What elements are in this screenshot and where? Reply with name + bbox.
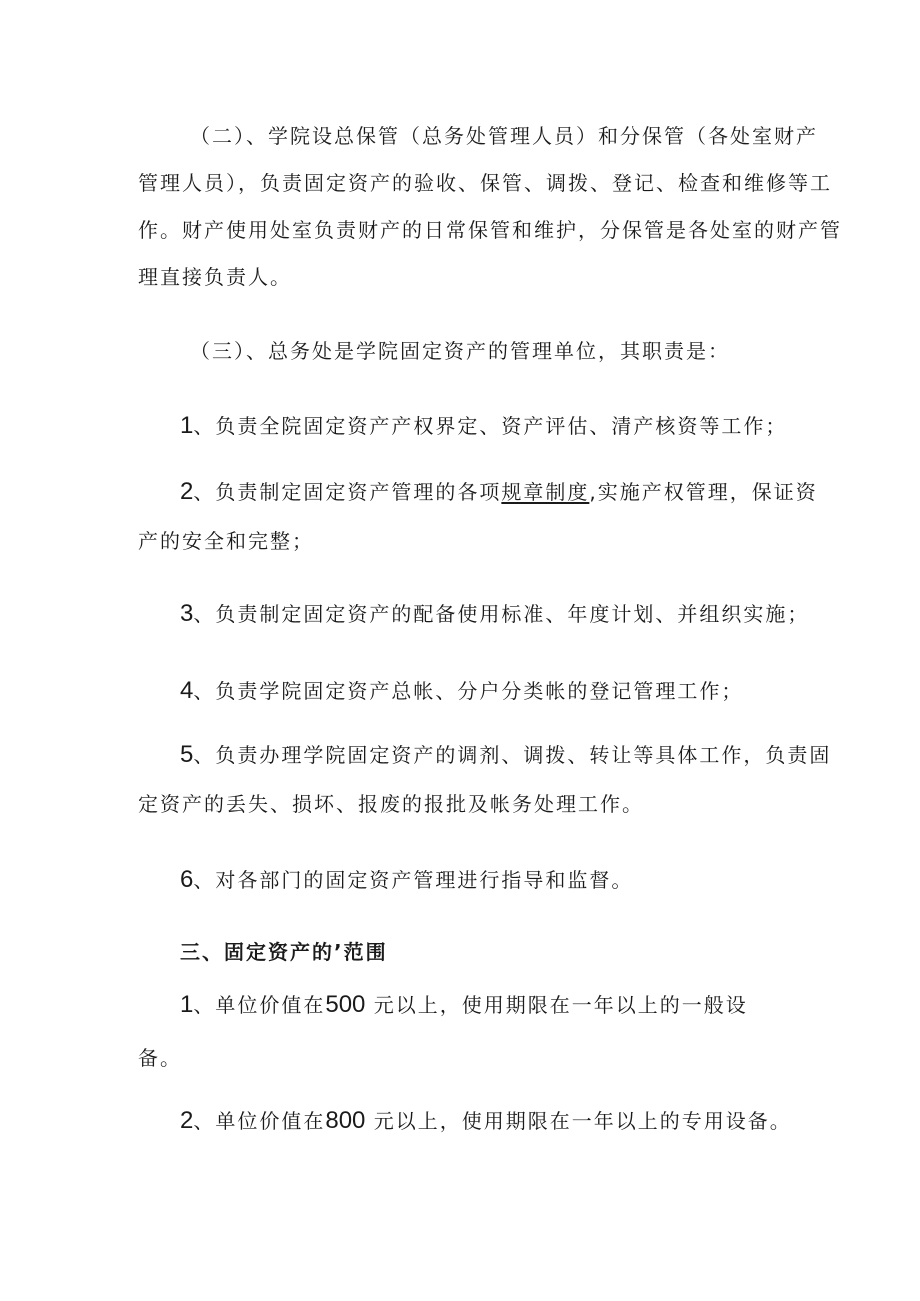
paragraph-line: 理直接负责人。 — [138, 265, 292, 289]
list-item-text: ,实施产权管理，保证资 — [589, 480, 818, 504]
list-item-number: 1 — [180, 991, 194, 1018]
list-item — [180, 478, 818, 506]
section-heading: （三）、总务处是学院固定资产的管理单位，其职责是： — [190, 339, 730, 363]
list-item — [180, 677, 743, 705]
paragraph-line: 作。财产使用处室负责财产的日常保管和维护，分保管是各处室的财产管 — [138, 218, 842, 242]
paragraph-line: 管理人员），负责固定资产的验收、保管、调拨、登记、检查和维修等工 — [138, 171, 832, 195]
list-item — [180, 866, 633, 894]
list-item-number: 6 — [180, 866, 194, 893]
list-item-continuation: 定资产的丢失、损坏、报废的报批及帐务处理工作。 — [138, 792, 644, 816]
list-item — [180, 412, 787, 440]
list-item — [180, 1107, 792, 1135]
list-item-text: 、负责办理学院固定资产的调剂、调拨、转让等具体工作，负责固 — [193, 743, 832, 767]
list-item-continuation: 备。 — [138, 1046, 182, 1070]
list-item-text: 、对各部门的固定资产管理进行指导和监督。 — [193, 868, 634, 892]
paragraph-line: （二）、学院设总保管（总务处管理人员）和分保管（各处室财产 — [190, 124, 818, 148]
list-item-text: 、负责制定固定资产的配备使用标准、年度计划、并组织实施； — [193, 602, 810, 626]
value-number: 500 — [325, 991, 366, 1018]
list-item-continuation: 产的安全和完整； — [138, 529, 314, 553]
list-item — [180, 741, 831, 769]
list-item-number: 5 — [180, 741, 194, 768]
list-item-text: 、负责制定固定资产管理的各项 — [193, 480, 502, 504]
list-item-text: 、单位价值在 — [193, 993, 326, 1017]
list-item-number: 4 — [180, 677, 194, 704]
list-item-number: 1 — [180, 412, 194, 439]
list-item-text: 、负责全院固定资产产权界定、资产评估、清产核资等工作； — [193, 414, 788, 438]
list-item — [180, 991, 748, 1019]
underlined-term: 规章制度 — [501, 480, 590, 504]
list-item-text: 、负责学院固定资产总帐、分户分类帐的登记管理工作； — [193, 679, 744, 703]
list-item-text: 、单位价值在 — [193, 1109, 326, 1133]
list-item-number: 2 — [180, 478, 194, 505]
list-item-text: 元以上，使用期限在一年以上的一般设 — [365, 993, 748, 1017]
part-heading: 三、固定资产的’范围 — [180, 940, 388, 964]
list-item-text: 元以上，使用期限在一年以上的专用设备。 — [365, 1109, 792, 1133]
value-number: 800 — [325, 1107, 366, 1134]
list-item — [180, 600, 809, 628]
list-item-number: 3 — [180, 600, 194, 627]
list-item-number: 2 — [180, 1107, 194, 1134]
